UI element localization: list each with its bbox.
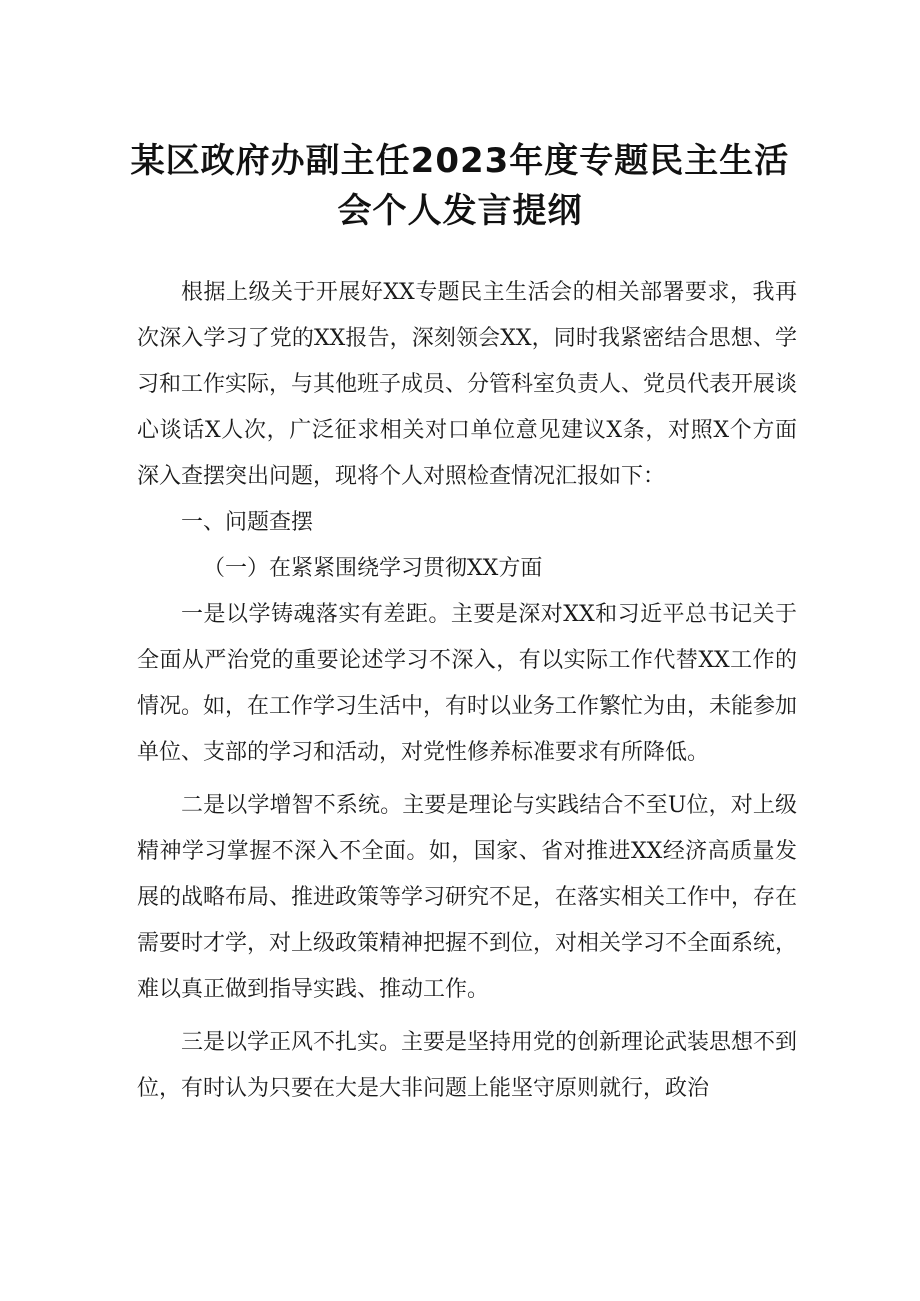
body-paragraph-1: 一是以学铸魂落实有差距。主要是深对XX和习近平总书记关于全面从严治党的重要论述学习不深入，有以实际工作代替XX工作的情况。如，在工作学习生活中，有时以业务工作繁忙为由，未能参加单位、支部的学习和活动，对党性修养标准要求有所降低。 (137, 602, 798, 765)
document-title-line-2: 会个人发言提纲 (337, 191, 583, 231)
intro-paragraph: 根据上级关于开展好XX专题民主生活会的相关部署要求，我再次深入学习了党的XX报告，深刻领会XX，同时我紧密结合思想、学习和工作实际，与其他班子成员、分管科室负责人、党员代表开展谈心谈话X人次，广泛征求相关对口单位意见建议X条，对照X个方面深入查摆突出问题，现将个人对照检查情况汇报如下： (137, 280, 798, 489)
body-paragraph-3: 三是以学正风不扎实。主要是坚持用党的创新理论武装思想不到位，有时认为只要在大是大非问题上能坚守原则就行，政治 (137, 1030, 798, 1101)
document-body (137, 270, 797, 1112)
subsection-heading: （一）在紧紧围绕学习贯彻XX方面 (203, 556, 543, 581)
section-heading: 一、问题查摆 (181, 510, 314, 535)
body-paragraph-2: 二是以学增智不系统。主要是理论与实践结合不至U位，对上级精神学习掌握不深入不全面。如，国家、省对推进XX经济高质量发展的战略布局、推进政策等学习研究不足，在落实相关工作中，存在需要时才学，对上级政策精神把握不到位，对相关学习不全面系统，难以真正做到指导实践、推动工作。 (137, 793, 798, 1002)
document-title-line-1: 某区政府办副主任2023年度专题民主生活 (130, 141, 790, 181)
